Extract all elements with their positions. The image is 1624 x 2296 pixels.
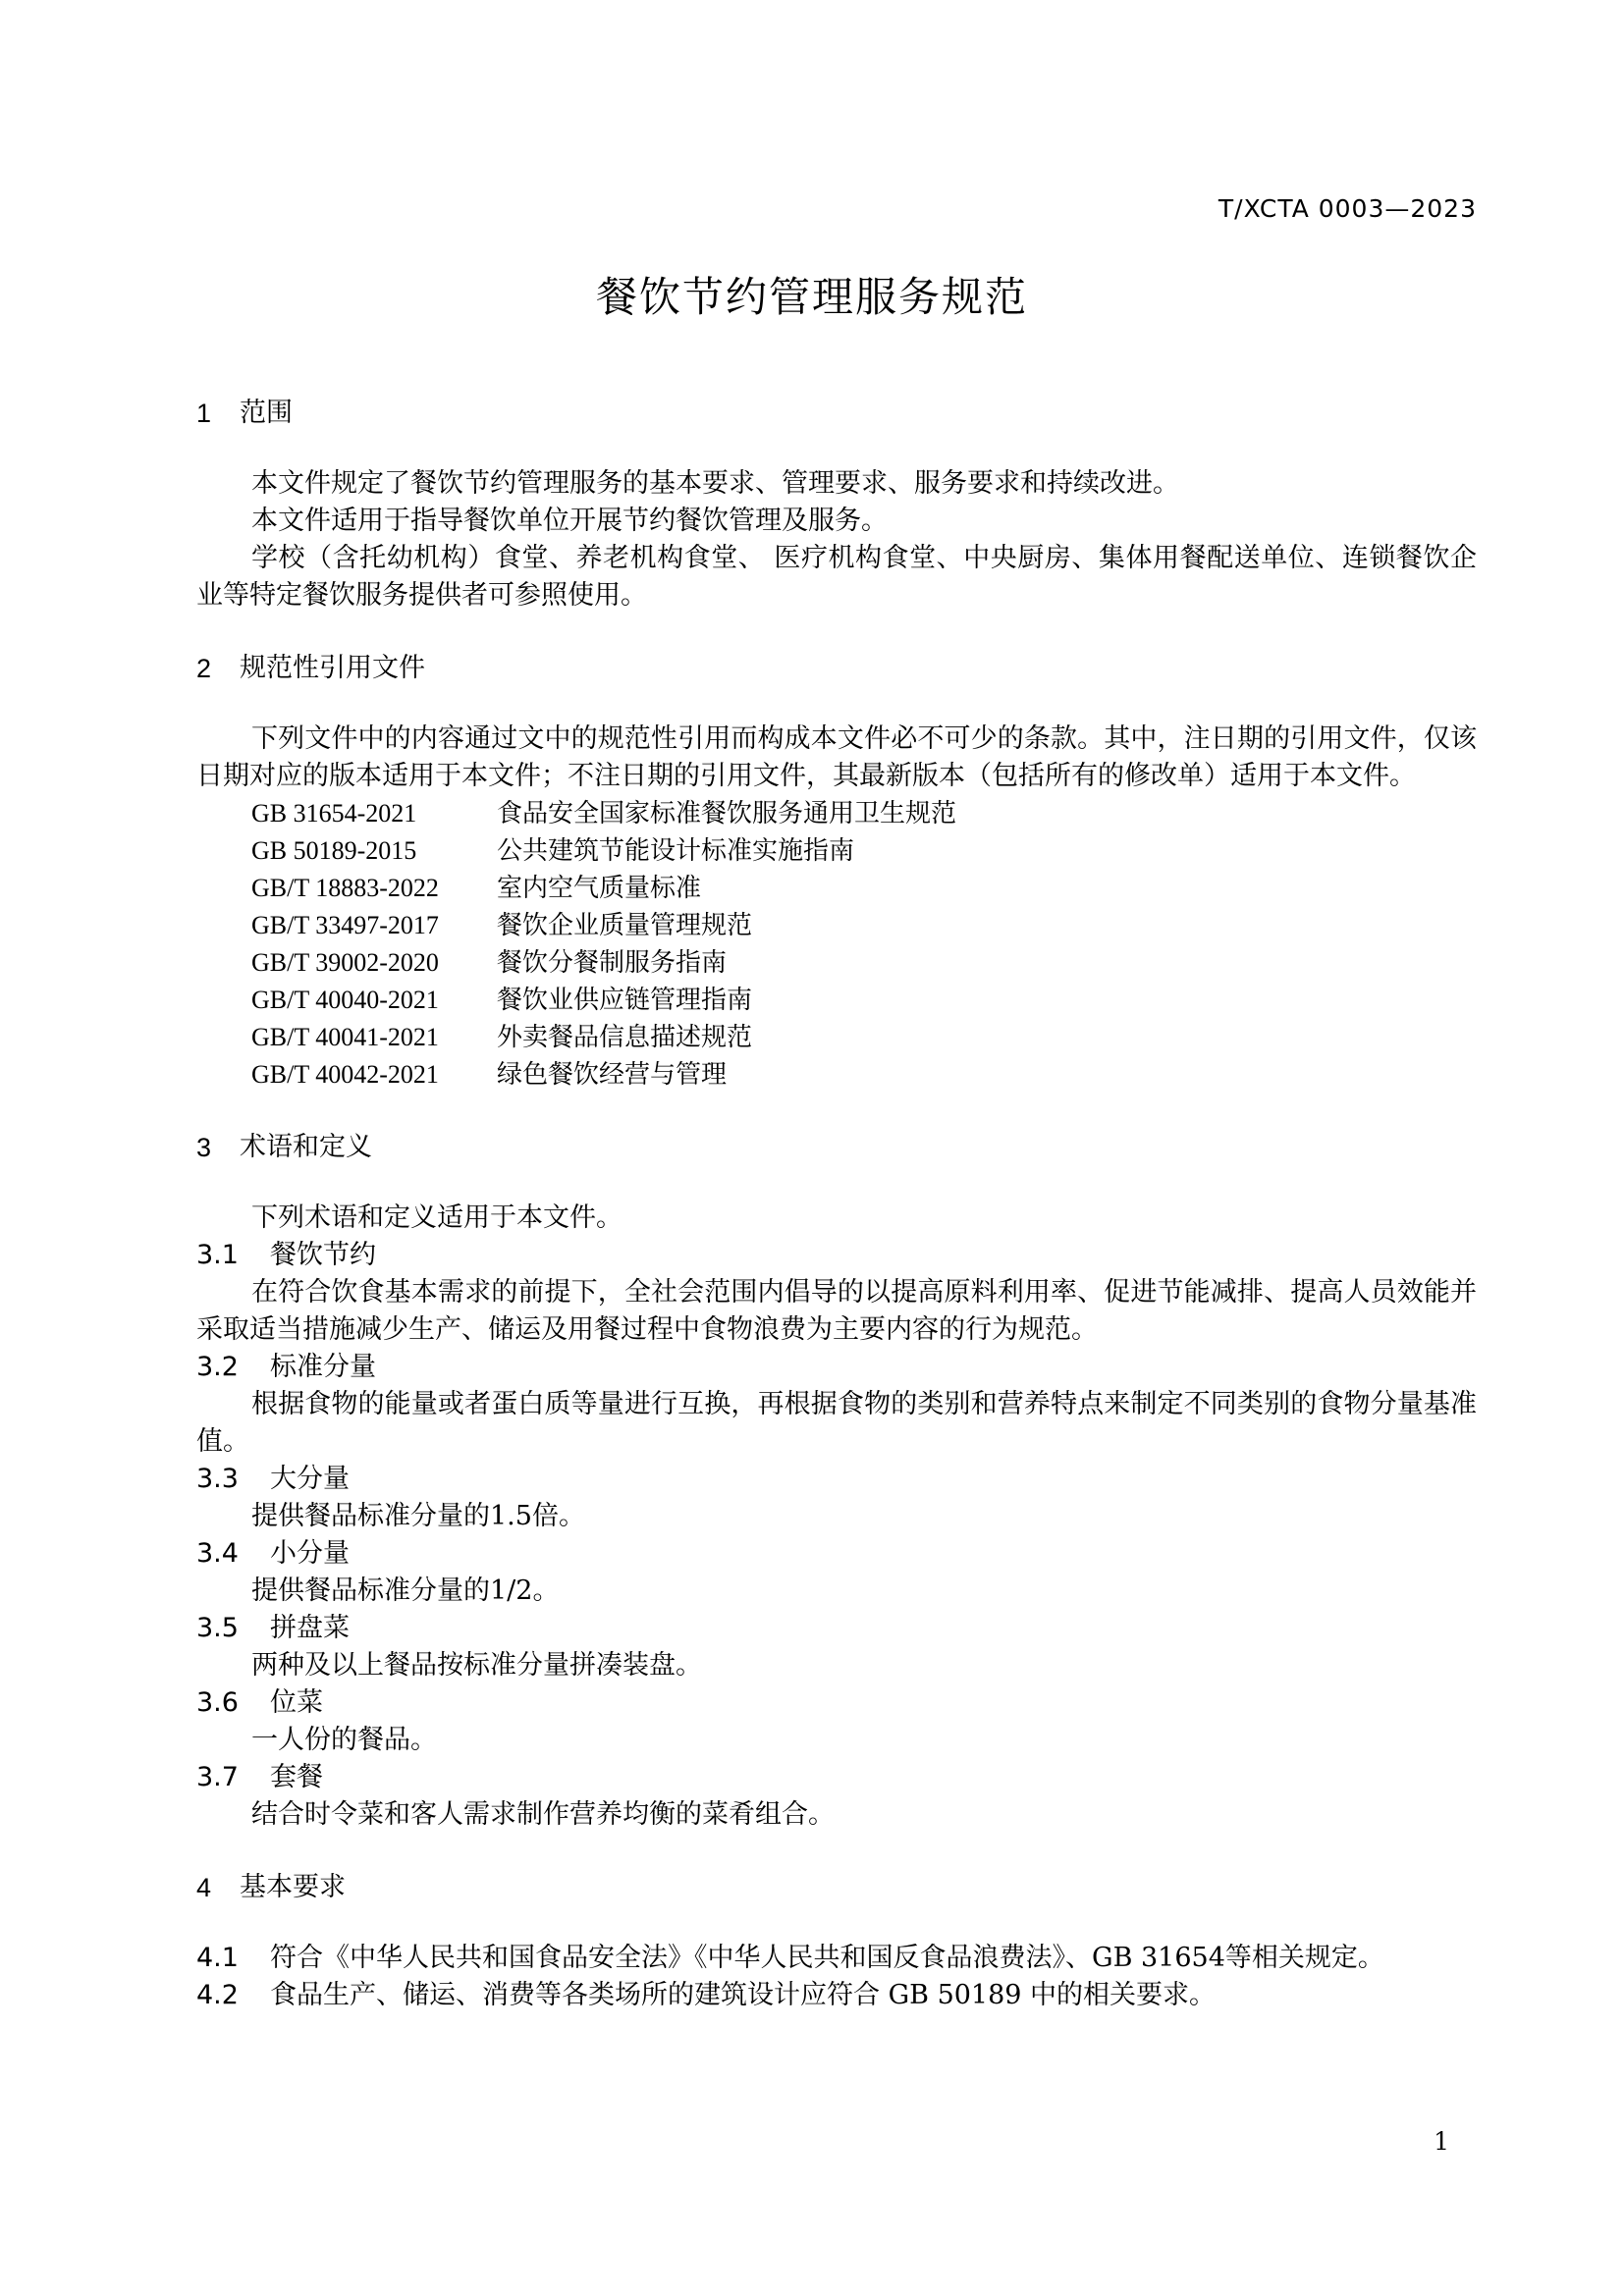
reference-code: GB/T 18883-2022 <box>251 874 439 902</box>
section-title: 术语和定义 <box>240 1132 372 1162</box>
section-title: 范围 <box>240 398 293 428</box>
requirement-text: 食品生产、储运、消费等各类场所的建筑设计应符合 GB 50189 中的相关要求。 <box>270 1980 1217 2010</box>
requirement-number: 4.1 <box>196 1943 239 1973</box>
term-heading <box>196 1610 1477 1647</box>
term-number: 3.5 <box>196 1613 239 1643</box>
term-heading <box>196 1461 1477 1498</box>
reference-name: 餐饮业供应链管理指南 <box>497 986 753 1015</box>
reference-name: 室内空气质量标准 <box>497 874 702 903</box>
scope-paragraph: 本文件规定了餐饮节约管理服务的基本要求、管理要求、服务要求和持续改进。 <box>251 468 1179 499</box>
reference-code: GB 31654-2021 <box>251 799 417 828</box>
term-heading <box>196 1535 1477 1573</box>
section-heading-terms-definitions <box>196 1129 1477 1166</box>
document-body <box>196 395 1477 2014</box>
section-number: 1 <box>196 399 212 428</box>
section-number: 3 <box>196 1133 212 1162</box>
requirement-item <box>196 1940 1477 1977</box>
reference-item <box>196 944 1477 982</box>
term-heading <box>196 1237 1477 1274</box>
term-definition: 一人份的餐品。 <box>251 1725 437 1755</box>
term-definition: 在符合饮食基本需求的前提下，全社会范围内倡导的以提高原料利用率、促进节能减排、提高人员效能并采取适当措施减少生产、储运及用餐过程中食物浪费为主要内容的行为规范。 <box>196 1277 1477 1345</box>
term-definition: 提供餐品标准分量的1.5倍。 <box>251 1501 585 1531</box>
term-title: 拼盘菜 <box>270 1613 350 1643</box>
reference-name: 食品安全国家标准餐饮服务通用卫生规范 <box>497 799 957 828</box>
reference-name: 外卖餐品信息描述规范 <box>497 1023 753 1052</box>
reference-name: 餐饮企业质量管理规范 <box>497 911 753 940</box>
reference-code: GB/T 40041-2021 <box>251 1023 439 1051</box>
term-title: 标准分量 <box>270 1352 376 1382</box>
scope-paragraph: 本文件适用于指导餐饮单位开展节约餐饮管理及服务。 <box>251 506 888 536</box>
term-definition: 两种及以上餐品按标准分量拼凑装盘。 <box>251 1650 702 1681</box>
term-number: 3.1 <box>196 1240 239 1270</box>
term-title: 位菜 <box>270 1687 323 1718</box>
term-title: 套餐 <box>270 1762 323 1792</box>
references-intro: 下列文件中的内容通过文中的规范性引用而构成本文件必不可少的条款。其中，注日期的引用文件，仅该日期对应的版本适用于本文件；不注日期的引用文件，其最新版本（包括所有的修改单）适用于本文件。 <box>196 723 1477 791</box>
reference-item <box>196 870 1477 907</box>
page-number: 1 <box>1434 2127 1449 2156</box>
reference-code: GB/T 33497-2017 <box>251 911 439 939</box>
term-heading <box>196 1684 1477 1722</box>
document-title: 餐饮节约管理服务规范 <box>595 273 1028 321</box>
section-heading-basic-requirements <box>196 1869 1477 1906</box>
section-title: 规范性引用文件 <box>240 653 425 683</box>
reference-item <box>196 832 1477 870</box>
reference-code: GB 50189-2015 <box>251 836 417 865</box>
reference-code: GB/T 39002-2020 <box>251 948 439 977</box>
reference-item <box>196 982 1477 1019</box>
requirement-number: 4.2 <box>196 1980 239 2010</box>
term-title: 餐饮节约 <box>270 1240 376 1270</box>
term-number: 3.4 <box>196 1538 239 1569</box>
reference-item <box>196 795 1477 832</box>
term-heading <box>196 1349 1477 1386</box>
section-number: 4 <box>196 1873 212 1902</box>
requirement-text: 符合《中华人民共和国食品安全法》《中华人民共和国反食品浪费法》、GB 31654等相关规定。 <box>270 1943 1384 1973</box>
term-definition: 结合时令菜和客人需求制作营养均衡的菜肴组合。 <box>251 1799 835 1830</box>
term-definition: 根据食物的能量或者蛋白质等量进行互换，再根据食物的类别和营养特点来制定不同类别的食物分量基准值。 <box>196 1389 1477 1457</box>
section-title: 基本要求 <box>240 1872 346 1902</box>
term-title: 大分量 <box>270 1464 350 1494</box>
term-number: 3.3 <box>196 1464 239 1494</box>
term-heading <box>196 1759 1477 1796</box>
reference-list <box>196 795 1477 1094</box>
term-title: 小分量 <box>270 1538 350 1569</box>
reference-code: GB/T 40042-2021 <box>251 1060 439 1089</box>
reference-name: 餐饮分餐制服务指南 <box>497 948 728 978</box>
requirement-item <box>196 1977 1477 2014</box>
term-number: 3.7 <box>196 1762 239 1792</box>
reference-item <box>196 907 1477 944</box>
terms-intro: 下列术语和定义适用于本文件。 <box>251 1202 623 1233</box>
section-heading-scope <box>196 395 1477 432</box>
reference-code: GB/T 40040-2021 <box>251 986 439 1014</box>
reference-item <box>196 1019 1477 1056</box>
scope-paragraph: 学校（含托幼机构）食堂、养老机构食堂、 医疗机构食堂、中央厨房、集体用餐配送单位、连锁餐饮企业等特定餐饮服务提供者可参照使用。 <box>196 543 1477 611</box>
term-number: 3.2 <box>196 1352 239 1382</box>
reference-item <box>196 1056 1477 1094</box>
reference-name: 绿色餐饮经营与管理 <box>497 1060 728 1090</box>
term-number: 3.6 <box>196 1687 239 1718</box>
standard-number: T/XCTA 0003—2023 <box>1218 194 1477 223</box>
reference-name: 公共建筑节能设计标准实施指南 <box>497 836 855 866</box>
term-definition: 提供餐品标准分量的1/2。 <box>251 1575 560 1606</box>
section-number: 2 <box>196 654 212 683</box>
section-heading-normative-references <box>196 650 1477 687</box>
